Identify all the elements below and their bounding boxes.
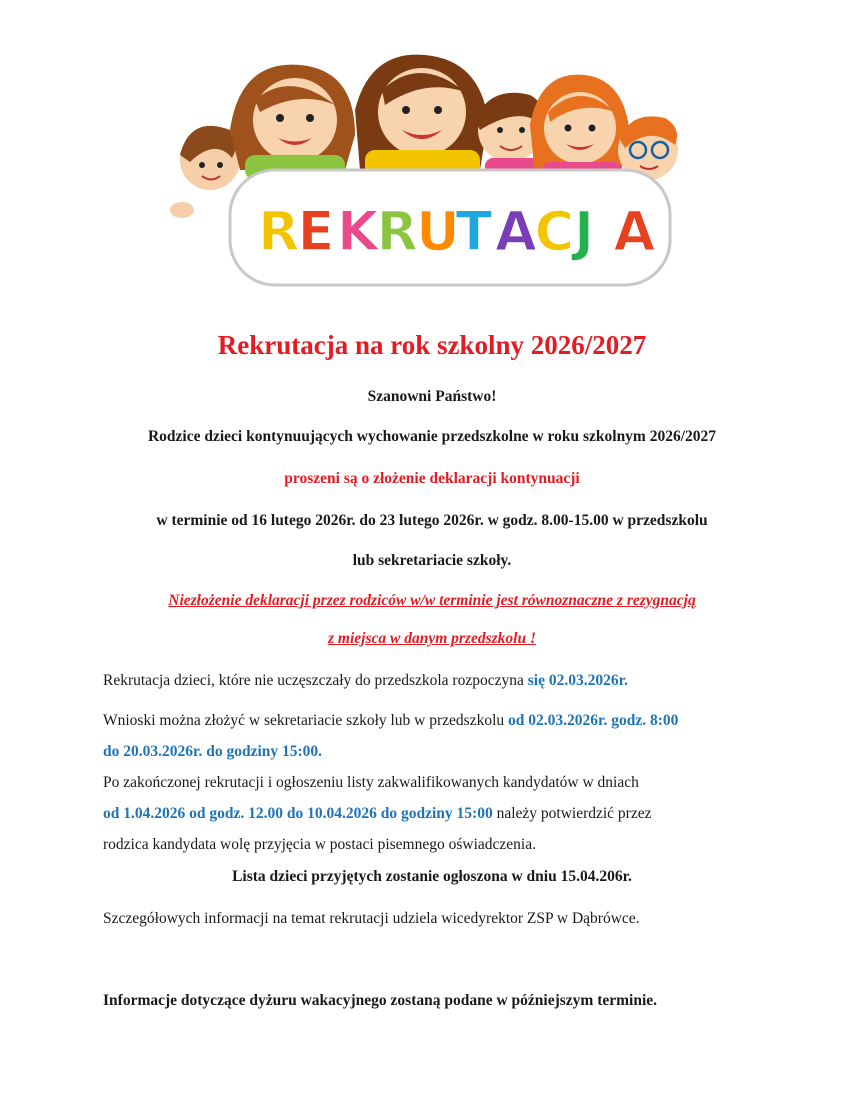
recruitment-banner bbox=[170, 50, 700, 300]
paragraph-applications bbox=[103, 705, 783, 860]
banner-letter: E bbox=[297, 200, 335, 263]
dates-line: w terminie od 16 lutego 2026r. do 23 lutego 2026r. w godz. 8.00-15.00 w przedszkolu bbox=[156, 512, 708, 529]
child-girl-3 bbox=[530, 75, 630, 182]
banner-letter: R bbox=[376, 200, 419, 263]
declaration-line: proszeni są o złożenie deklaracji kontynuacji bbox=[284, 470, 580, 487]
child-girl-1 bbox=[230, 65, 355, 180]
office-line: lub sekretariacie szkoły. bbox=[352, 552, 512, 569]
info-line: Szczegółowych informacji na temat rekrutacji udziela wicedyrektor ZSP w Dąbrówce. bbox=[103, 910, 640, 927]
page-title: Rekrutacja na rok szkolny 2026/2027 bbox=[217, 330, 647, 360]
banner-letter: R bbox=[258, 200, 300, 263]
summer-duty-line: Informacje dotyczące dyżuru wakacyjnego zostaną podane w późniejszym terminie. bbox=[103, 992, 658, 1009]
p2-text: Wnioski można złożyć w sekretariacie szkoły lub w przedszkolu bbox=[103, 712, 509, 729]
p3-rest: należy potwierdzić przez bbox=[492, 805, 652, 822]
paragraph-recruitment-start bbox=[103, 665, 783, 696]
parents-line: Rodzice dzieci kontynuujących wychowanie przedszkolne w roku szkolnym 2026/2027 bbox=[147, 428, 717, 445]
p3-date: od 1.04.2026 od godz. 12.00 do 10.04.2026 do godziny 15:00 bbox=[103, 805, 493, 822]
banner-letter: A bbox=[495, 200, 537, 263]
p3-line-3: rodzica kandydata wolę przyjęcia w postaci pisemnego oświadczenia. bbox=[103, 836, 536, 853]
list-announcement: Lista dzieci przyjętych zostanie ogłoszona w dniu 15.04.206r. bbox=[232, 868, 632, 885]
banner-letter: T bbox=[455, 200, 493, 263]
p2-date-1: od 02.03.2026r. godz. 8:00 bbox=[508, 712, 679, 729]
child-girl-2 bbox=[355, 55, 488, 178]
banner-letter: J bbox=[574, 200, 595, 263]
banner-letter: U bbox=[416, 200, 460, 263]
p2-date-2: do 20.03.2026r. do godziny 15:00. bbox=[103, 743, 323, 760]
children-illustration bbox=[170, 50, 700, 300]
banner-letter: C bbox=[534, 200, 575, 263]
greeting: Szanowni Państwo! bbox=[367, 388, 497, 405]
p1-date: się 02.03.2026r. bbox=[527, 672, 628, 689]
warning-line-2: z miejsca w danym przedszkolu ! bbox=[328, 630, 536, 647]
banner-letter: A bbox=[613, 200, 656, 263]
p1-text: Rekrutacja dzieci, które nie uczęszczały do przedszkola rozpoczyna bbox=[103, 672, 528, 689]
banner-letter: K bbox=[337, 200, 379, 263]
warning-line-1: Niezłożenie deklaracji przez rodziców w/w terminie jest równoznaczne z rezygnacją bbox=[168, 592, 696, 609]
child-left bbox=[170, 126, 240, 218]
p3-line-1: Po zakończonej rekrutacji i ogłoszeniu listy zakwalifikowanych kandydatów w dniach bbox=[103, 774, 639, 791]
